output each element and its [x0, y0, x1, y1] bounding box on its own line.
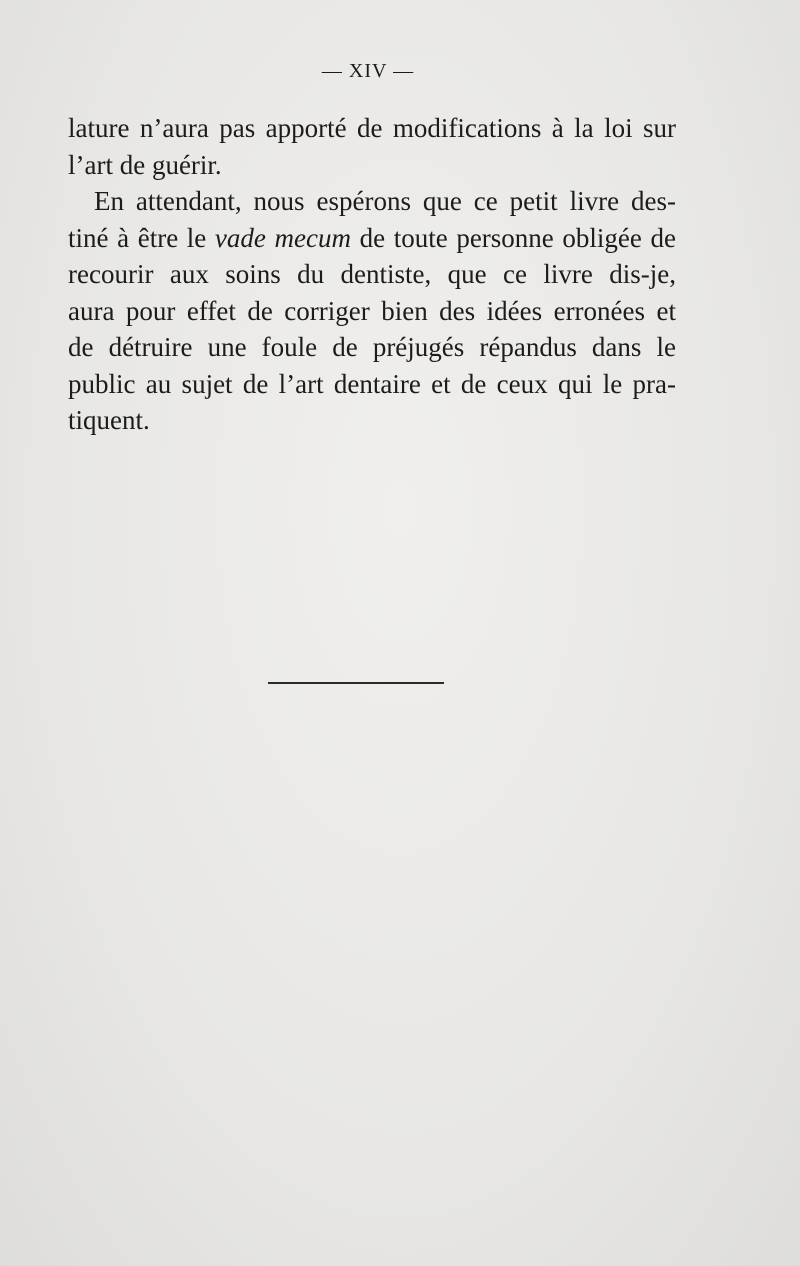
paragraph-1	[68, 110, 676, 183]
page-number-header: — XIV —	[321, 60, 415, 82]
text-line: tiquent.	[68, 405, 150, 435]
text-line: l’art de guérir.	[68, 149, 222, 180]
text-line: tiné à être le vade mecum de toute personne obligée de	[68, 222, 676, 253]
text-line: public au sujet de l’art dentaire et de ceux qui le pra-	[68, 368, 676, 399]
text-line: recourir aux soins du dentiste, que ce livre dis-je,	[68, 259, 676, 289]
paragraph-2	[68, 183, 676, 439]
section-divider	[268, 682, 444, 684]
text-line: aura pour effet de corriger bien des idées erronées et	[68, 295, 676, 326]
italic-phrase: vade mecum	[214, 222, 351, 253]
text-line: de détruire une foule de préjugés répandus dans le	[68, 332, 676, 362]
text-line: En attendant, nous espérons que ce petit livre des-	[94, 186, 676, 216]
body-text	[68, 110, 676, 439]
text-line: lature n’aura pas apporté de modifications à la loi sur	[68, 113, 676, 143]
